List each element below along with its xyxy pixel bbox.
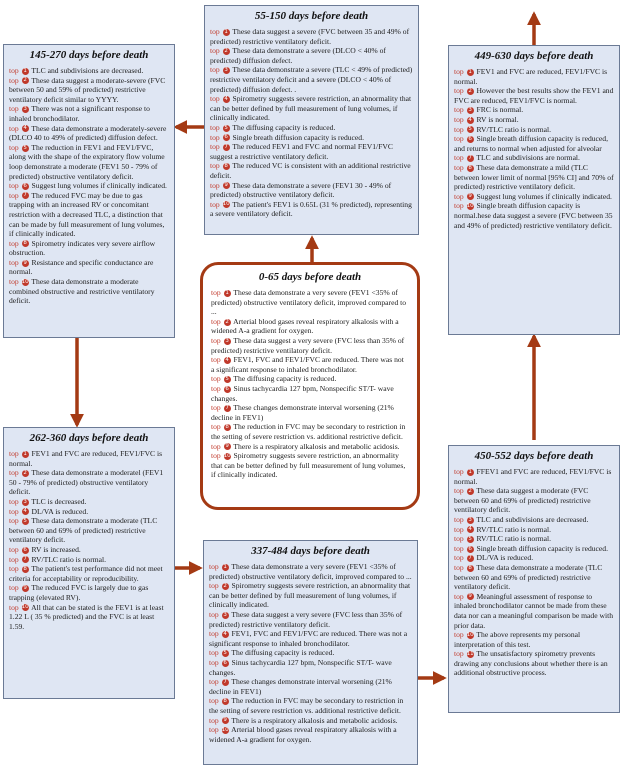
finding-item — [209, 629, 412, 648]
rank-badge-icon: 4 — [23, 508, 27, 515]
finding-item — [454, 163, 614, 192]
finding-item — [9, 516, 169, 545]
top-tag: top — [9, 123, 19, 133]
finding-item — [9, 507, 169, 517]
finding-text: The above represents my personal interpretation of this test. — [454, 630, 581, 649]
top-tag: top — [454, 67, 464, 76]
finding-item — [9, 181, 169, 191]
finding-text: The reduced FEV1 and FVC and normal FEV1/FVC suggest a restrictive ventilatory deficit. — [210, 142, 393, 161]
finding-text: The reduction in FVC may be secondary to restriction in the setting of severe restriction vs. additional restrictive deficit. — [209, 696, 404, 715]
top-tag: top — [454, 105, 464, 115]
finding-item — [9, 66, 169, 76]
finding-text: Meaningful assessment of response to inhaled bronchodilator cannot be made from these data nor can a meaningful comparison be made with prior data. — [454, 591, 613, 630]
rank-badge-icon: 9 — [468, 193, 472, 200]
rank-badge-icon: 7 — [225, 404, 229, 411]
finding-item — [9, 449, 169, 468]
top-tag: top — [9, 104, 19, 114]
top-tag: top — [454, 162, 464, 172]
rank-badge-icon: 10 — [21, 604, 29, 611]
finding-text: TLC and subdivisions are normal. — [476, 153, 580, 163]
rank-badge-icon: 8 — [224, 163, 228, 170]
rank-badge-icon: 2 — [223, 582, 227, 589]
rank-badge-icon: 6 — [225, 385, 229, 392]
rank-badge-icon: 1 — [223, 563, 227, 570]
finding-text: Spirometry suggests severe restriction, an abnormality that can be better defined by full measurement of lung volumes, if clinically indicated. — [210, 94, 412, 123]
finding-text: Spirometry suggests severe restriction, an abnormality that can be better defined by full measurement of lung volumes, if clinically indicated. — [211, 451, 406, 480]
finding-item — [211, 442, 409, 452]
rank-badge-icon: 9 — [224, 182, 228, 189]
finding-item — [454, 467, 614, 486]
box-145-270-days — [3, 44, 175, 338]
rank-badge-icon: 4 — [225, 356, 229, 363]
top-tag: top — [454, 134, 464, 144]
top-tag: top — [454, 124, 464, 134]
top-tag: top — [209, 562, 219, 571]
rank-badge-icon: 3 — [23, 106, 27, 113]
rank-badge-icon: 9 — [223, 717, 227, 724]
rank-badge-icon: 7 — [23, 556, 27, 563]
finding-item — [454, 105, 614, 115]
rank-badge-icon: 10 — [466, 203, 474, 210]
finding-item — [209, 610, 412, 629]
finding-item — [211, 403, 409, 422]
rank-badge-icon: 1 — [468, 468, 472, 475]
finding-item — [210, 142, 413, 161]
top-tag: top — [454, 649, 464, 659]
top-tag: top — [454, 591, 464, 601]
finding-item — [209, 716, 412, 726]
finding-item — [210, 123, 413, 133]
box-title: 450-552 days before death — [474, 450, 594, 462]
finding-text: Resistance and specific conductance are normal. — [9, 257, 154, 277]
rank-badge-icon: 5 — [224, 124, 228, 131]
finding-item — [209, 658, 412, 677]
top-tag: top — [211, 441, 221, 451]
finding-item — [210, 46, 413, 65]
finding-text: DL/VA is reduced. — [476, 553, 534, 563]
top-tag: top — [211, 335, 221, 345]
finding-item — [209, 562, 412, 581]
top-tag: top — [454, 86, 464, 96]
top-tag: top — [9, 468, 19, 478]
finding-item — [210, 133, 413, 143]
finding-text: These data suggest a very severe (FVC less than 35% of predicted) restrictive ventilatory deficit. — [209, 609, 403, 629]
finding-text: Spirometry indicates very severe airflow obstruction. — [9, 238, 156, 258]
top-tag: top — [209, 657, 219, 667]
finding-item — [211, 355, 409, 374]
finding-text: These data demonstrate a moderate (TLC between 60 and 69% of predicted) restrictive ventilatory deficit. — [454, 562, 603, 592]
finding-item — [9, 258, 169, 277]
finding-text: Sinus tachycardia 127 bpm, Nonspecific ST/T- wave changes. — [211, 383, 394, 403]
finding-text: The patient's FEV1 is 0.65L (31 % predicted), representing a severe ventilatory deficit. — [210, 199, 412, 219]
finding-item — [454, 553, 614, 563]
finding-text: However the best results show the FEV1 and FVC are reduced, FEV1/FVC is normal. — [454, 86, 614, 105]
top-tag: top — [9, 544, 19, 554]
finding-item — [9, 583, 169, 602]
rank-badge-icon: 5 — [23, 144, 27, 151]
finding-item — [211, 451, 409, 480]
rank-badge-icon: 1 — [23, 450, 27, 457]
top-tag: top — [209, 609, 219, 619]
rank-badge-icon: 6 — [23, 546, 27, 553]
rank-badge-icon: 6 — [224, 134, 228, 141]
top-tag: top — [210, 46, 220, 56]
top-tag: top — [9, 516, 19, 526]
top-tag: top — [209, 581, 219, 591]
top-tag: top — [454, 553, 464, 563]
finding-text: These data demonstrate a moderately-severe (DLCO 40 to 49% of predicted) diffusion defect. — [9, 123, 167, 143]
finding-item — [211, 374, 409, 384]
top-tag: top — [454, 153, 464, 163]
box-title: 0-65 days before death — [258, 271, 362, 283]
finding-text: These data demonstrate a severe (DLCO < 40% of predicted) diffusion defect. — [210, 46, 386, 65]
rank-badge-icon: 7 — [468, 555, 472, 562]
finding-text: Spirometry suggests severe restriction, an abnormality that can be better defined by full measurement of lung volumes, if clinically indicated. — [209, 581, 411, 610]
finding-text: These changes demonstrate interval worsening (21% decline in FEV1) — [211, 403, 394, 422]
finding-item — [9, 603, 169, 632]
rank-badge-icon: 3 — [468, 516, 472, 523]
finding-item — [209, 696, 412, 715]
finding-text: FEV1, FVC and FEV1/FVC are reduced. There was not a significant response to inhaled bronchodilator. — [211, 355, 404, 374]
finding-text: RV/TLC ratio is normal. — [31, 554, 107, 564]
rank-badge-icon: 10 — [221, 726, 229, 733]
finding-item — [210, 27, 413, 46]
finding-item — [454, 534, 614, 544]
box-title: 55-150 days before death — [254, 10, 369, 22]
top-tag: top — [210, 180, 220, 190]
top-tag: top — [9, 564, 19, 574]
finding-item — [454, 115, 614, 125]
finding-item — [210, 65, 413, 94]
box-262-360-days — [3, 427, 175, 699]
top-tag: top — [9, 66, 19, 75]
finding-item — [209, 725, 412, 744]
finding-text: RV/TLC ratio is normal. — [476, 124, 552, 134]
finding-item — [454, 153, 614, 163]
finding-item — [454, 125, 614, 135]
finding-item — [454, 563, 614, 592]
top-tag: top — [9, 75, 19, 85]
rank-badge-icon: 2 — [468, 487, 472, 494]
rank-badge-icon: 1 — [224, 28, 228, 35]
rank-badge-icon: 1 — [23, 67, 27, 74]
rank-badge-icon: 6 — [468, 135, 472, 142]
finding-text: FEV1 and FVC are reduced, FEV1/FVC is normal. — [454, 67, 608, 86]
top-tag: top — [9, 496, 19, 506]
rank-badge-icon: 3 — [223, 611, 227, 618]
finding-text: Single breath diffusion capacity is reduced. — [476, 543, 608, 553]
top-tag: top — [210, 94, 220, 104]
rank-badge-icon: 4 — [23, 125, 27, 132]
finding-text: FRC is normal. — [476, 105, 524, 115]
finding-text: The unsatisfactory spirometry prevents drawing any conclusions about whether there is an additional obstructive process. — [454, 649, 608, 678]
rank-badge-icon: 5 — [225, 376, 229, 383]
top-tag: top — [454, 524, 464, 534]
rank-badge-icon: 9 — [225, 443, 229, 450]
rank-badge-icon: 2 — [23, 469, 27, 476]
box-449-630-days — [448, 45, 620, 335]
finding-text: RV is normal. — [476, 114, 519, 124]
finding-item — [9, 277, 169, 306]
finding-text: These data demonstrate a severe (FEV1 30 - 49% of predicted) obstructive ventilatory deficit. — [210, 180, 392, 200]
top-tag: top — [210, 161, 220, 171]
rank-badge-icon: 6 — [23, 182, 27, 189]
finding-item — [454, 134, 614, 153]
finding-item — [211, 384, 409, 403]
rank-badge-icon: 10 — [223, 452, 231, 459]
rank-badge-icon: 5 — [468, 535, 472, 542]
rank-badge-icon: 4 — [468, 526, 472, 533]
finding-item — [9, 191, 169, 239]
box-0-65-days — [200, 262, 420, 510]
finding-text: The reduction in FEV1 and FEV1/FVC, along with the shape of the expiratory flow volume loop demonstrate a moderate (FEV1 50 - 79% of predicted) obstructive ventilatory deficit. — [9, 142, 165, 181]
finding-text: The reduction in FVC may be secondary to restriction in the setting of severe restriction vs. additional restrictive deficit. — [211, 422, 406, 441]
finding-text: The reduced FVC may be due to gas trapping with an increased RV or concomitant restriction with a decreased TLC, a distinction that can be made by full measurement of lung volumes, if clinically indicated. — [9, 190, 165, 239]
finding-text: The diffusing capacity is reduced. — [233, 374, 337, 384]
rank-badge-icon: 2 — [23, 77, 27, 84]
rank-badge-icon: 6 — [468, 545, 472, 552]
rank-badge-icon: 4 — [223, 630, 227, 637]
box-337-484-days — [203, 540, 418, 765]
finding-text: There was not a significant response to inhaled bronchodilator. — [9, 104, 150, 123]
top-tag: top — [211, 403, 221, 413]
top-tag: top — [210, 122, 220, 132]
finding-item — [210, 200, 413, 219]
finding-text: Single breath diffusion capacity is normal.hese data suggest a severe (FVC between 35 and 49% of predicted) restrictive ventilatory deficit. — [454, 201, 613, 230]
rank-badge-icon: 9 — [23, 259, 27, 266]
box-title: 449-630 days before death — [474, 50, 594, 62]
finding-text: RV/TLC ratio is normal. — [476, 524, 552, 534]
rank-badge-icon: 8 — [23, 240, 27, 247]
top-tag: top — [454, 191, 464, 201]
top-tag: top — [9, 506, 19, 516]
rank-badge-icon: 3 — [468, 107, 472, 114]
finding-text: FEV1, FVC and FEV1/FVC are reduced. There was not a significant response to inhaled bronchodilator. — [209, 629, 408, 648]
finding-text: RV is increased. — [31, 544, 81, 554]
top-tag: top — [210, 132, 220, 142]
finding-text: FEV1 and FVC are reduced, FEV1/FVC is normal. — [9, 449, 163, 468]
box-450-552-days — [448, 445, 620, 713]
finding-item — [9, 564, 169, 583]
top-tag: top — [209, 677, 219, 687]
top-tag: top — [209, 715, 219, 725]
finding-item — [9, 124, 169, 143]
finding-text: Single breath diffusion capacity is reduced, and returns to normal when adjusted for alveolar — [454, 134, 608, 153]
rank-badge-icon: 2 — [224, 47, 228, 54]
rank-badge-icon: 6 — [223, 659, 227, 666]
top-tag: top — [210, 142, 220, 152]
top-tag: top — [210, 199, 220, 209]
box-title: 337-484 days before death — [251, 545, 370, 557]
finding-text: RV/TLC ratio is normal. — [476, 534, 552, 544]
top-tag: top — [9, 449, 19, 458]
finding-text: These data demonstrate a very severe (FEV1 <35% of predicted) obstructive ventilatory deficit, improved compared to ... — [209, 562, 412, 581]
finding-item — [211, 317, 409, 336]
finding-item — [9, 555, 169, 565]
finding-text: TLC is decreased. — [31, 496, 87, 506]
rank-badge-icon: 4 — [224, 95, 228, 102]
top-tag: top — [210, 27, 220, 36]
finding-item — [454, 67, 614, 86]
finding-item — [454, 592, 614, 630]
finding-text: There is a respiratory alkalosis and metabolic acidosis. — [233, 441, 400, 451]
finding-text: Suggest lung volumes if clinically indicated. — [476, 191, 612, 201]
finding-item — [210, 161, 413, 180]
finding-text: The reduced VC is consistent with an additional restrictive deficit. — [210, 161, 411, 180]
box-title: 145-270 days before death — [29, 49, 149, 61]
top-tag: top — [454, 467, 464, 476]
finding-text: The patient's test performance did not meet criteria for acceptability or reproducibility. — [9, 564, 163, 583]
finding-item — [454, 525, 614, 535]
rank-badge-icon: 10 — [222, 201, 230, 208]
finding-item — [9, 104, 169, 123]
finding-text: These changes demonstrate interval worsening (21% decline in FEV1) — [209, 677, 392, 696]
rank-badge-icon: 7 — [224, 143, 228, 150]
finding-text: These data suggest a moderate-severe (FVC between 50 and 59% of predicted) restrictive ventilatory deficit similar to YYYY. — [9, 75, 166, 104]
rank-badge-icon: 8 — [223, 698, 227, 705]
rank-badge-icon: 5 — [223, 650, 227, 657]
rank-badge-icon: 10 — [21, 278, 29, 285]
rank-badge-icon: 1 — [468, 68, 472, 75]
finding-text: These data demonstrate a severe (TLC < 49% of predicted) restrictive ventilatory deficit and a severe (DLCO < 40% of predicted) diffusion defect. . — [210, 65, 413, 94]
top-tag: top — [9, 238, 19, 248]
top-tag: top — [9, 277, 19, 287]
rank-badge-icon: 7 — [468, 155, 472, 162]
top-tag: top — [454, 201, 464, 211]
top-tag: top — [454, 514, 464, 524]
finding-item — [454, 544, 614, 554]
finding-text: These data suggest a very severe (FVC less than 35% of predicted) restrictive ventilatory deficit. — [211, 335, 405, 355]
top-tag: top — [211, 383, 221, 393]
finding-text: Suggest lung volumes if clinically indicated. — [31, 181, 167, 191]
rank-badge-icon: 3 — [225, 337, 229, 344]
finding-item — [454, 486, 614, 515]
rank-badge-icon: 4 — [468, 116, 472, 123]
finding-item — [454, 649, 614, 678]
top-tag: top — [454, 486, 464, 496]
finding-item — [9, 76, 169, 105]
finding-text: Sinus tachycardia 127 bpm, Nonspecific ST/T- wave changes. — [209, 657, 392, 677]
finding-item — [454, 86, 614, 105]
finding-item — [209, 581, 412, 610]
top-tag: top — [211, 316, 221, 326]
finding-item — [210, 181, 413, 200]
finding-item — [9, 143, 169, 181]
finding-item — [210, 94, 413, 123]
finding-text: All that can be stated is the FEV1 is at least 1.22 L ( 35 % predicted) and the FVC is at least 1.59. — [9, 602, 164, 631]
finding-text: The reduced FVC is largely due to gas trapping (elevated RV). — [9, 583, 149, 602]
top-tag: top — [211, 355, 221, 365]
finding-text: These data demonstrate a mild (TLC between lower limit of normal [95% CI] and 70% of predicted) restrictive ventilatory deficit. — [454, 162, 614, 192]
top-tag: top — [210, 65, 220, 75]
finding-text: These data demonstrate a very severe (FEV1 <35% of predicted) obstructive ventilatory deficit, improved compared to ... — [211, 288, 407, 317]
top-tag: top — [209, 696, 219, 706]
finding-text: There is a respiratory alkalosis and metabolic acidosis. — [231, 715, 398, 725]
finding-text: TLC and subdivisions are decreased. — [476, 514, 589, 524]
rank-badge-icon: 5 — [468, 126, 472, 133]
top-tag: top — [209, 648, 219, 658]
top-tag: top — [9, 142, 19, 152]
finding-text: TLC and subdivisions are decreased. — [31, 66, 144, 75]
top-tag: top — [9, 257, 19, 267]
top-tag: top — [9, 602, 19, 612]
finding-text: Arterial blood gases reveal respiratory alkalosis with a widened A-a gradient for oxygen. — [211, 316, 399, 336]
rank-badge-icon: 8 — [23, 565, 27, 572]
top-tag: top — [9, 190, 19, 200]
rank-badge-icon: 2 — [225, 318, 229, 325]
box-title: 262-360 days before death — [29, 432, 149, 444]
rank-badge-icon: 9 — [468, 593, 472, 600]
rank-badge-icon: 3 — [23, 498, 27, 505]
finding-item — [9, 545, 169, 555]
finding-item — [211, 336, 409, 355]
finding-item — [9, 468, 169, 497]
top-tag: top — [454, 562, 464, 572]
rank-badge-icon: 8 — [225, 424, 229, 431]
finding-text: DL/VA is reduced. — [31, 506, 89, 516]
finding-item — [211, 288, 409, 317]
finding-item — [454, 192, 614, 202]
finding-item — [454, 515, 614, 525]
rank-badge-icon: 7 — [23, 192, 27, 199]
top-tag: top — [211, 374, 221, 384]
rank-badge-icon: 8 — [468, 564, 472, 571]
box-55-150-days — [204, 5, 419, 235]
rank-badge-icon: 10 — [466, 631, 474, 638]
top-tag: top — [454, 114, 464, 124]
finding-item — [211, 422, 409, 441]
finding-text: Single breath diffusion capacity is reduced. — [232, 132, 364, 142]
top-tag: top — [211, 288, 221, 297]
top-tag: top — [209, 629, 219, 639]
finding-item — [454, 630, 614, 649]
finding-item — [209, 648, 412, 658]
top-tag: top — [454, 543, 464, 553]
rank-badge-icon: 1 — [225, 289, 229, 296]
finding-text: The diffusing capacity is reduced. — [231, 648, 335, 658]
finding-text: The diffusing capacity is reduced. — [232, 122, 336, 132]
rank-badge-icon: 8 — [468, 164, 472, 171]
top-tag: top — [9, 583, 19, 593]
rank-badge-icon: 9 — [23, 585, 27, 592]
finding-text: These data demonstrate a moderatel (FEV1 50 - 79% of predicted) obstructive ventilatory deficit. — [9, 468, 164, 497]
top-tag: top — [211, 451, 221, 461]
top-tag: top — [9, 181, 19, 191]
rank-badge-icon: 3 — [224, 67, 228, 74]
finding-text: These data suggest a severe (FVC between 35 and 49% of predicted) restrictive ventilatory deficit. — [210, 27, 410, 46]
finding-text: Arterial blood gases reveal respiratory alkalosis with a widened A-a gradient for oxygen. — [209, 725, 397, 744]
finding-item — [9, 239, 169, 258]
finding-item — [454, 201, 614, 230]
rank-badge-icon: 5 — [23, 517, 27, 524]
finding-item — [209, 677, 412, 696]
finding-text: FFEV1 and FVC are reduced, FEV1/FVC is normal. — [454, 467, 612, 486]
finding-text: These data demonstrate a moderate (TLC between 60 and 69% of predicted) restrictive ventilatory deficit. — [9, 516, 158, 545]
rank-badge-icon: 7 — [223, 678, 227, 685]
finding-text: These data suggest a moderate (FVC between 60 and 69% of predicted) restrictive ventilatory deficit. — [454, 486, 591, 515]
finding-text: These data demonstrate a moderate combined obstructive and restrictive ventilatory deficit. — [9, 277, 155, 306]
rank-badge-icon: 11 — [466, 651, 474, 658]
top-tag: top — [211, 422, 221, 432]
top-tag: top — [454, 630, 464, 640]
finding-item — [9, 497, 169, 507]
rank-badge-icon: 2 — [468, 87, 472, 94]
top-tag: top — [9, 554, 19, 564]
top-tag: top — [209, 725, 219, 735]
top-tag: top — [454, 534, 464, 544]
